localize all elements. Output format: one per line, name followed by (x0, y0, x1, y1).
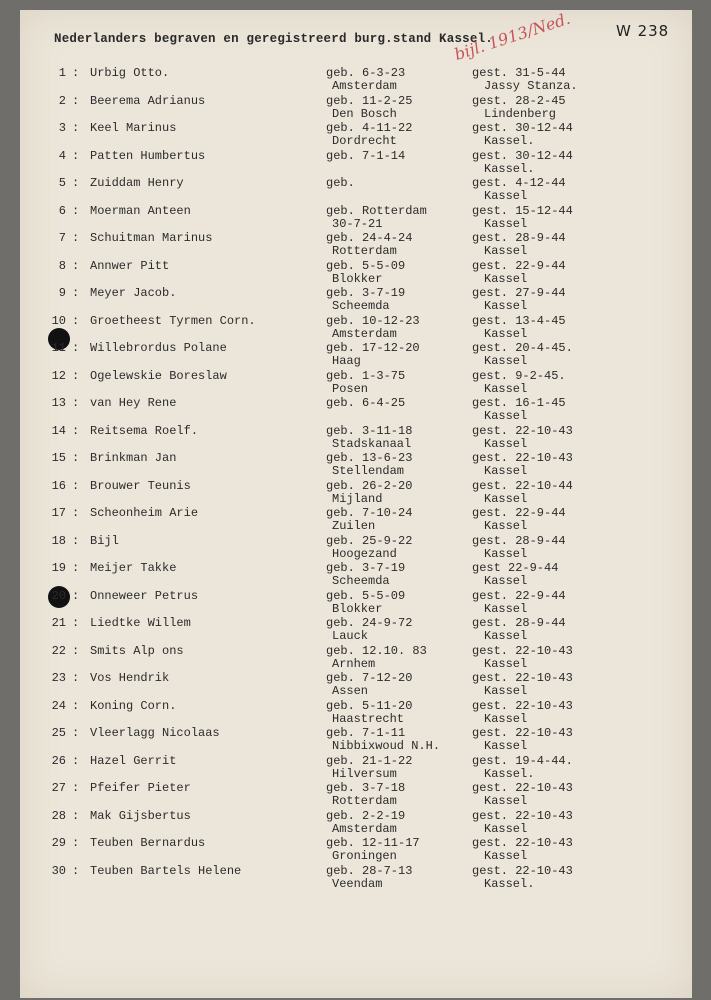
death-place: Kassel (484, 271, 528, 286)
birth-date: geb. 7-12-20 (326, 671, 413, 685)
entry-number: 7 (58, 231, 66, 245)
death-date: gest. 31-5-44 (472, 66, 566, 80)
entry-separator: : (72, 341, 80, 355)
birth-place: Scheemda (332, 574, 390, 588)
entry-number: 27 (51, 781, 66, 795)
birth-place: Blokker (332, 271, 383, 286)
birth-date: geb. 3-7-18 (326, 781, 406, 795)
death-place: Kassel (484, 189, 528, 203)
death-date: gest. 22-9-44 (472, 506, 566, 520)
death-date: gest. 27-9-44 (472, 286, 566, 300)
birth-place: Groningen (332, 849, 397, 863)
death-date: gest. 22-10-43 (472, 726, 573, 740)
entry-number: 23 (51, 671, 66, 685)
entry-separator: : (72, 753, 80, 768)
birth-date: geb. 26-2-20 (326, 478, 413, 493)
register-row (20, 341, 692, 368)
person-name: Teuben Bartels Helene (90, 863, 242, 878)
entry-number: 24 (51, 698, 66, 713)
death-place: Kassel (484, 244, 528, 258)
entry-separator: : (72, 808, 80, 823)
birth-place: Haag (332, 354, 361, 368)
person-name: Keel Marinus (90, 121, 177, 135)
birth-place: Stadskanaal (332, 436, 412, 451)
death-place: Kassel. (484, 134, 535, 148)
death-place: Kassel (484, 574, 528, 588)
birth-date: geb. 25-9-22 (326, 533, 413, 548)
archive-reference: W 238 (616, 22, 670, 40)
death-place: Kassel (484, 739, 528, 753)
person-name: Pfeifer Pieter (90, 781, 191, 795)
entry-separator: : (72, 698, 80, 713)
birth-date: geb. 21-1-22 (326, 753, 413, 768)
entry-separator: : (72, 313, 80, 328)
entry-separator: : (72, 616, 80, 630)
death-place: Kassel (484, 491, 528, 506)
person-name: van Hey Rene (90, 396, 177, 410)
entry-number: 4 (58, 148, 66, 163)
register-row (20, 424, 692, 451)
birth-date: geb. 17-12-20 (326, 341, 420, 355)
register-row (20, 369, 692, 396)
birth-place: Hilversum (332, 766, 397, 781)
entry-separator: : (72, 423, 80, 438)
death-date: gest. 22-10-43 (472, 671, 573, 685)
entry-separator: : (72, 671, 80, 685)
birth-date: geb. 11-2-25 (326, 93, 413, 108)
death-date: gest. 22-10-43 (472, 423, 573, 438)
birth-place: Rotterdam (332, 794, 397, 808)
handwritten-annotation: bijl. 1913/Ned. (452, 8, 573, 65)
birth-place: Blokker (332, 601, 383, 616)
person-name: Liedtke Willem (90, 616, 191, 630)
birth-date: geb. 13-6-23 (326, 451, 413, 465)
register-row (20, 864, 692, 891)
birth-date: geb. 6-4-25 (326, 396, 406, 410)
death-date: gest. 22-10-43 (472, 698, 573, 713)
birth-date: geb. Rotterdam (326, 203, 427, 218)
entry-number: 11 (51, 341, 66, 355)
birth-place: Amsterdam (332, 79, 397, 93)
person-name: Mak Gijsbertus (90, 808, 191, 823)
register-row (20, 534, 692, 561)
register-row (20, 754, 692, 781)
birth-place: Scheemda (332, 299, 390, 313)
register-row (20, 286, 692, 313)
birth-date: geb. 3-11-18 (326, 423, 413, 438)
register-row (20, 506, 692, 533)
birth-date: geb. 3-7-19 (326, 286, 406, 300)
birth-place: Nibbixwoud N.H. (332, 739, 441, 753)
person-name: Annwer Pitt (90, 258, 170, 273)
death-place: Kassel (484, 821, 528, 836)
person-name: Brinkman Jan (90, 451, 177, 465)
register-row (20, 726, 692, 753)
entry-separator: : (72, 726, 80, 740)
death-place: Kassel (484, 436, 528, 451)
entry-number: 1 (58, 66, 66, 80)
death-place: Lindenberg (484, 106, 557, 121)
death-date: gest. 9-2-45. (472, 368, 566, 383)
death-date: gest. 22-9-44 (472, 588, 566, 603)
entry-separator: : (72, 643, 80, 658)
death-date: gest. 4-12-44 (472, 176, 566, 190)
entry-separator: : (72, 451, 80, 465)
birth-date: geb. 4-11-22 (326, 121, 413, 135)
death-place: Kassel. (484, 876, 535, 891)
birth-place: Rotterdam (332, 244, 397, 258)
person-name: Zuiddam Henry (90, 176, 184, 190)
entry-number: 20 (51, 588, 66, 603)
death-date: gest. 22-10-44 (472, 478, 573, 493)
register-row (20, 396, 692, 423)
birth-date: geb. 5-11-20 (326, 698, 413, 713)
entry-number: 2 (58, 93, 66, 108)
register-row (20, 589, 692, 616)
birth-place: Hoogezand (332, 546, 397, 561)
person-name: Groetheest Tyrmen Corn. (90, 313, 256, 328)
birth-place: Arnhem (332, 656, 376, 671)
person-name: Smits Alp ons (90, 643, 184, 658)
register-row (20, 66, 692, 93)
entry-number: 3 (58, 121, 66, 135)
death-date: gest. 15-12-44 (472, 203, 573, 218)
entry-number: 10 (51, 313, 66, 328)
death-place: Kassel (484, 216, 528, 231)
death-date: gest. 28-2-45 (472, 93, 566, 108)
entry-number: 25 (51, 726, 66, 740)
birth-date: geb. 7-1-11 (326, 726, 406, 740)
person-name: Teuben Bernardus (90, 836, 206, 850)
entry-separator: : (72, 836, 80, 850)
person-name: Urbig Otto. (90, 66, 170, 80)
person-name: Bijl (90, 533, 119, 548)
birth-date: geb. 3-7-19 (326, 561, 406, 575)
entry-number: 21 (51, 616, 66, 630)
birth-date: geb. 7-10-24 (326, 506, 413, 520)
person-name: Koning Corn. (90, 698, 177, 713)
register-row (20, 836, 692, 863)
entry-number: 18 (51, 533, 66, 548)
death-place: Kassel (484, 464, 528, 478)
entry-number: 8 (58, 258, 66, 273)
death-date: gest. 16-1-45 (472, 396, 566, 410)
person-name: Schuitman Marinus (90, 231, 213, 245)
death-date: gest. 30-12-44 (472, 148, 573, 163)
death-place: Jassy Stanza. (484, 79, 578, 93)
death-place: Kassel (484, 354, 528, 368)
death-place: Kassel (484, 519, 528, 533)
birth-place: Lauck (332, 629, 369, 643)
register-row (20, 644, 692, 671)
entry-number: 9 (58, 286, 66, 300)
birth-place: Zuilen (332, 519, 376, 533)
death-date: gest 22-9-44 (472, 561, 559, 575)
register-row (20, 204, 692, 231)
register-row (20, 176, 692, 203)
death-date: gest. 22-10-43 (472, 836, 573, 850)
entry-number: 14 (51, 423, 66, 438)
register-row (20, 121, 692, 148)
person-name: Patten Humbertus (90, 148, 206, 163)
entry-separator: : (72, 286, 80, 300)
register-row (20, 671, 692, 698)
entry-separator: : (72, 176, 80, 190)
entry-separator: : (72, 203, 80, 218)
death-date: gest. 22-10-43 (472, 863, 573, 878)
document-sheet (20, 10, 692, 998)
birth-place: Amsterdam (332, 821, 397, 836)
entry-number: 12 (51, 368, 66, 383)
person-name: Meyer Jacob. (90, 286, 177, 300)
register-row (20, 231, 692, 258)
birth-place: Stellendam (332, 464, 405, 478)
birth-date: geb. 10-12-23 (326, 313, 420, 328)
entry-separator: : (72, 231, 80, 245)
register-row (20, 561, 692, 588)
birth-place: Amsterdam (332, 326, 397, 341)
person-name: Onneweer Petrus (90, 588, 199, 603)
entry-separator: : (72, 478, 80, 493)
entry-separator: : (72, 588, 80, 603)
entry-separator: : (72, 863, 80, 878)
death-place: Kassel (484, 546, 528, 561)
register-row (20, 699, 692, 726)
entry-separator: : (72, 148, 80, 163)
register-row (20, 809, 692, 836)
death-place: Kassel (484, 711, 528, 726)
birth-date: geb. 24-4-24 (326, 231, 413, 245)
register-row (20, 259, 692, 286)
entry-separator: : (72, 121, 80, 135)
entry-number: 26 (51, 753, 66, 768)
entry-number: 19 (51, 561, 66, 575)
entry-number: 30 (51, 863, 66, 878)
birth-date: geb. 5-5-09 (326, 588, 406, 603)
death-place: Kassel (484, 629, 528, 643)
death-place: Kassel (484, 601, 528, 616)
death-place: Kassel (484, 326, 528, 341)
birth-place: 30-7-21 (332, 216, 383, 231)
birth-place: Assen (332, 684, 369, 698)
register-row (20, 94, 692, 121)
death-place: Kassel (484, 381, 528, 396)
birth-place: Veendam (332, 876, 383, 891)
death-date: gest. 13-4-45 (472, 313, 566, 328)
death-place: Kassel (484, 409, 528, 423)
birth-date: geb. 2-2-19 (326, 808, 406, 823)
entry-separator: : (72, 506, 80, 520)
death-date: gest. 22-10-43 (472, 451, 573, 465)
person-name: Meijer Takke (90, 561, 177, 575)
entry-number: 15 (51, 451, 66, 465)
death-date: gest. 28-9-44 (472, 533, 566, 548)
birth-place: Mijland (332, 491, 383, 506)
entry-number: 28 (51, 808, 66, 823)
register-row (20, 479, 692, 506)
death-date: gest. 20-4-45. (472, 341, 573, 355)
person-name: Ogelewskie Boreslaw (90, 368, 227, 383)
person-name: Beerema Adrianus (90, 93, 206, 108)
person-name: Scheonheim Arie (90, 506, 199, 520)
birth-place: Den Bosch (332, 106, 397, 121)
entry-separator: : (72, 258, 80, 273)
person-name: Brouwer Teunis (90, 478, 191, 493)
document-title: Nederlanders begraven en geregistreerd burg.stand Kassel. (54, 32, 493, 46)
person-name: Willebrordus Polane (90, 341, 227, 355)
birth-date: geb. 7-1-14 (326, 148, 406, 163)
death-date: gest. 22-10-43 (472, 808, 573, 823)
death-place: Kassel (484, 656, 528, 671)
entry-number: 5 (58, 176, 66, 190)
register-row (20, 781, 692, 808)
death-place: Kassel. (484, 766, 535, 781)
death-date: gest. 28-9-44 (472, 231, 566, 245)
register-row (20, 616, 692, 643)
death-date: gest. 22-9-44 (472, 258, 566, 273)
death-place: Kassel (484, 299, 528, 313)
birth-date: geb. 12-11-17 (326, 836, 420, 850)
entry-separator: : (72, 561, 80, 575)
entry-number: 17 (51, 506, 66, 520)
death-place: Kassel. (484, 161, 535, 176)
entry-separator: : (72, 396, 80, 410)
entry-number: 22 (51, 643, 66, 658)
person-name: Moerman Anteen (90, 203, 191, 218)
register-row (20, 149, 692, 176)
entry-separator: : (72, 781, 80, 795)
entry-separator: : (72, 368, 80, 383)
entry-number: 13 (51, 396, 66, 410)
birth-place: Dordrecht (332, 134, 397, 148)
register-row (20, 451, 692, 478)
death-date: gest. 30-12-44 (472, 121, 573, 135)
birth-place: Posen (332, 381, 369, 396)
death-place: Kassel (484, 684, 528, 698)
person-name: Hazel Gerrit (90, 753, 177, 768)
death-date: gest. 28-9-44 (472, 616, 566, 630)
birth-date: geb. 12.10. 83 (326, 643, 427, 658)
person-name: Reitsema Roelf. (90, 423, 199, 438)
birth-place: Haastrecht (332, 711, 405, 726)
entry-separator: : (72, 93, 80, 108)
entry-separator: : (72, 66, 80, 80)
entry-number: 16 (51, 478, 66, 493)
death-date: gest. 19-4-44. (472, 753, 573, 768)
entry-number: 6 (58, 203, 66, 218)
birth-date: geb. 5-5-09 (326, 258, 406, 273)
birth-date: geb. 28-7-13 (326, 863, 413, 878)
birth-date: geb. (326, 176, 355, 190)
death-place: Kassel (484, 849, 528, 863)
person-name: Vleerlagg Nicolaas (90, 726, 220, 740)
death-place: Kassel (484, 794, 528, 808)
birth-date: geb. 6-3-23 (326, 66, 406, 80)
death-date: gest. 22-10-43 (472, 781, 573, 795)
entry-separator: : (72, 533, 80, 548)
birth-date: geb. 1-3-75 (326, 368, 406, 383)
person-name: Vos Hendrik (90, 671, 170, 685)
birth-date: geb. 24-9-72 (326, 616, 413, 630)
register-row (20, 314, 692, 341)
entry-number: 29 (51, 836, 66, 850)
death-date: gest. 22-10-43 (472, 643, 573, 658)
